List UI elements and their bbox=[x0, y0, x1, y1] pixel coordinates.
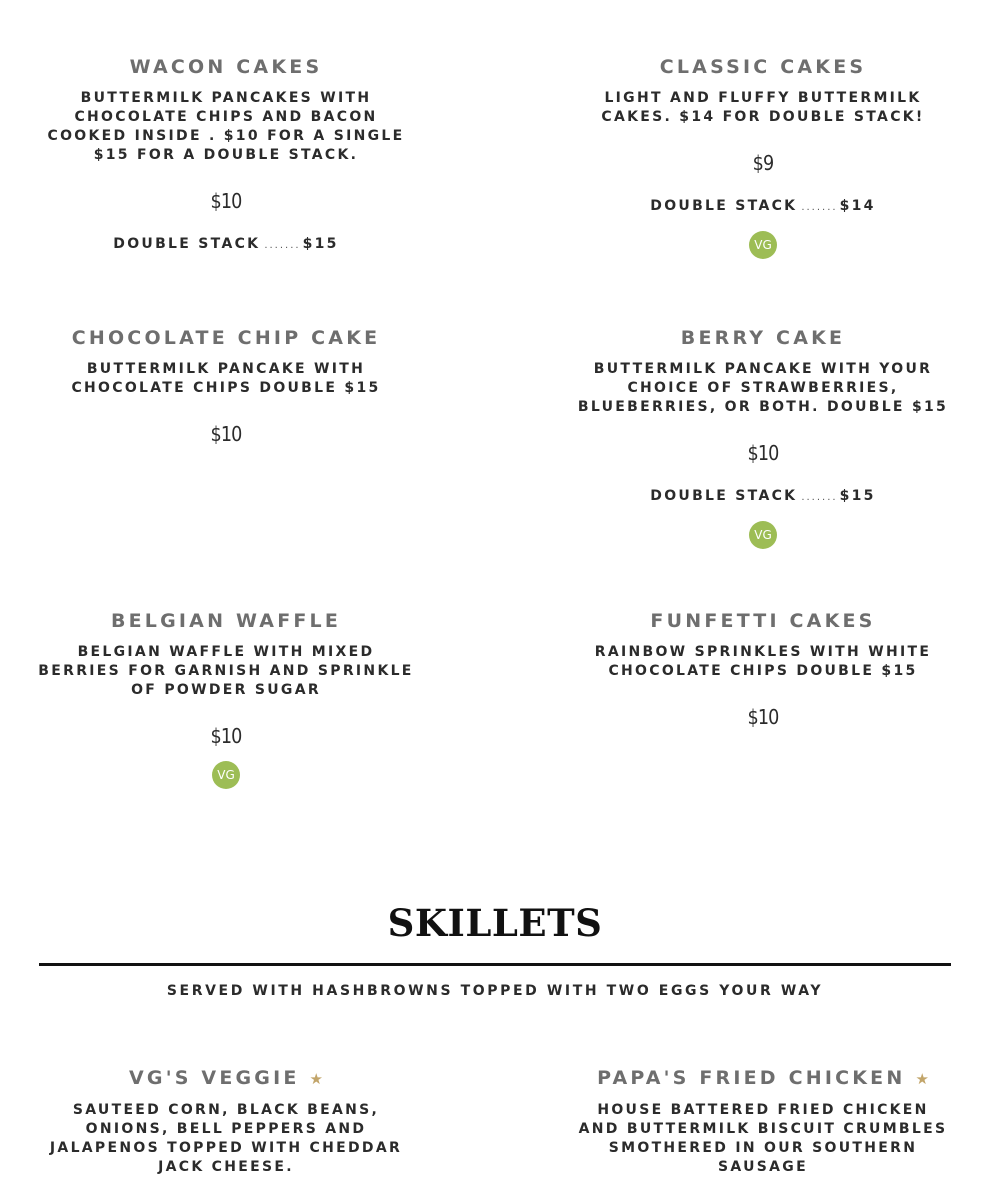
vegetarian-badge-icon: VG bbox=[212, 761, 240, 789]
menu-item-funfetti-cakes bbox=[575, 610, 951, 728]
item-price: $9 bbox=[752, 151, 774, 175]
vegetarian-badge-icon: VG bbox=[749, 231, 777, 259]
menu-item-papas-fried-chicken bbox=[575, 1067, 951, 1177]
item-price: $10 bbox=[747, 441, 779, 465]
menu-item-wacon-cakes bbox=[38, 56, 414, 255]
variant-label: DOUBLE STACK bbox=[650, 198, 798, 214]
menu-item-classic-cakes bbox=[575, 56, 951, 259]
item-price: $10 bbox=[747, 705, 779, 729]
item-description: BELGIAN WAFFLE WITH MIXED BERRIES FOR GARNISH AND SPRINKLE OF POWDER SUGAR bbox=[38, 644, 414, 698]
item-title: FUNFETTI CAKES bbox=[650, 610, 876, 632]
item-title-text: VG'S VEGGIE bbox=[129, 1067, 300, 1089]
item-price: $10 bbox=[210, 422, 242, 446]
item-description: LIGHT AND FLUFFY BUTTERMILK CAKES. $14 FOR DOUBLE STACK! bbox=[601, 90, 925, 125]
item-title: WACON CAKES bbox=[129, 56, 323, 78]
variant-price: $15 bbox=[302, 236, 339, 252]
variant-dots: ....... bbox=[801, 492, 838, 503]
item-variant bbox=[575, 487, 951, 507]
vegetarian-badge-icon: VG bbox=[749, 521, 777, 549]
item-description: BUTTERMILK PANCAKE WITH CHOCOLATE CHIPS DOUBLE $15 bbox=[71, 361, 381, 396]
item-description: HOUSE BATTERED FRIED CHICKEN AND BUTTERMILK BISCUIT CRUMBLES SMOTHERED IN OUR SOUTHERN SAUSAGE bbox=[578, 1102, 948, 1175]
item-title bbox=[575, 1067, 951, 1090]
section-subtitle: SERVED WITH HASHBROWNS TOPPED WITH TWO EGGS YOUR WAY bbox=[166, 983, 824, 999]
item-variant bbox=[575, 197, 951, 217]
menu-item-belgian-waffle bbox=[38, 610, 414, 789]
menu-item-vgs-veggie bbox=[38, 1067, 414, 1177]
item-description: BUTTERMILK PANCAKES WITH CHOCOLATE CHIPS AND BACON COOKED INSIDE . $10 FOR A SINGLE $15 FOR A DOUBLE STACK. bbox=[47, 90, 405, 163]
item-title-text: PAPA'S FRIED CHICKEN bbox=[597, 1067, 906, 1089]
item-title bbox=[38, 1067, 414, 1090]
item-description: BUTTERMILK PANCAKE WITH YOUR CHOICE OF STRAWBERRIES, BLUEBERRIES, OR BOTH. DOUBLE $15 bbox=[577, 361, 949, 415]
item-description: RAINBOW SPRINKLES WITH WHITE CHOCOLATE CHIPS DOUBLE $15 bbox=[594, 644, 932, 679]
menu-item-chocolate-chip-cake bbox=[38, 327, 414, 445]
item-title: CHOCOLATE CHIP CAKE bbox=[71, 327, 381, 349]
item-title: CLASSIC CAKES bbox=[659, 56, 867, 78]
variant-price: $14 bbox=[839, 198, 876, 214]
item-description: SAUTEED CORN, BLACK BEANS, ONIONS, BELL PEPPERS AND JALAPENOS TOPPED WITH CHEDDAR JACK CHEESE. bbox=[49, 1102, 403, 1175]
variant-label: DOUBLE STACK bbox=[113, 236, 261, 252]
variant-price: $15 bbox=[839, 488, 876, 504]
item-variant bbox=[38, 235, 414, 255]
section-divider bbox=[39, 963, 951, 966]
item-price: $10 bbox=[210, 724, 242, 748]
variant-label: DOUBLE STACK bbox=[650, 488, 798, 504]
item-title: BELGIAN WAFFLE bbox=[110, 610, 342, 632]
star-icon: ★ bbox=[915, 1070, 929, 1088]
variant-dots: ....... bbox=[264, 240, 301, 251]
section-title: SKILLETS bbox=[387, 901, 603, 945]
item-title: BERRY CAKE bbox=[680, 327, 846, 349]
variant-dots: ....... bbox=[801, 202, 838, 213]
star-icon: ★ bbox=[309, 1070, 323, 1088]
menu-item-berry-cake bbox=[575, 327, 951, 549]
item-price: $10 bbox=[210, 189, 242, 213]
